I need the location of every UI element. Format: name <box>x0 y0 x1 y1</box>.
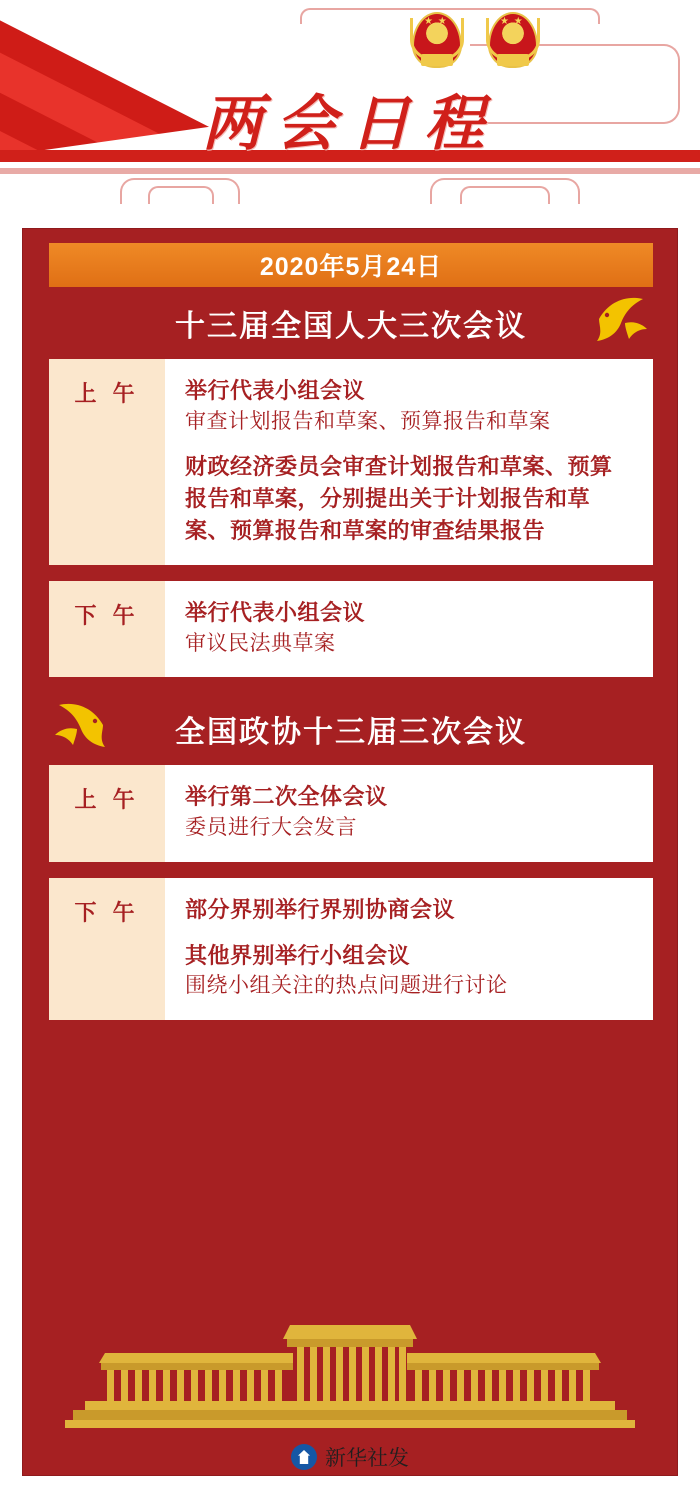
schedule-card <box>49 765 653 861</box>
emblem-group <box>408 8 542 74</box>
card-heading: 举行代表小组会议 <box>185 600 366 625</box>
cloud-scroll-line-4 <box>460 186 550 204</box>
card-time-label: 上 午 <box>74 381 140 406</box>
card-heading: 财政经济委员会审查计划报告和草案、预算报告和草案，分别提出关于计划报告和草案、预算报告和草案的审查结果报告 <box>185 454 613 544</box>
card-heading: 其他界别举行小组会议 <box>185 942 411 968</box>
banner-baseline-band-light <box>0 168 700 174</box>
schedule-card <box>49 359 653 565</box>
dove-icon <box>591 293 655 347</box>
card-body <box>165 359 653 565</box>
schedule-panel <box>22 228 678 1476</box>
banner-title-text: 两会日程 <box>202 91 498 157</box>
schedule-panel-inner <box>49 243 653 1036</box>
card-body <box>165 878 653 1020</box>
section-title: 十三届全国人大三次会议 <box>175 310 527 343</box>
card-heading: 举行第二次全体会议 <box>185 784 388 810</box>
card-detail: 审查计划报告和草案、预算报告和草案 <box>185 409 551 433</box>
card-spacer <box>185 926 633 940</box>
card-time-label: 下 午 <box>74 899 140 925</box>
header-banner <box>0 0 700 215</box>
cloud-scroll-line-2 <box>148 186 214 204</box>
card-time-slot <box>49 581 165 677</box>
date-bar <box>49 243 653 287</box>
card-heading: 部分界别举行界别协商会议 <box>185 896 456 922</box>
credit-line <box>0 1442 700 1472</box>
credit-text: 新华社发 <box>325 1447 409 1470</box>
dove-icon <box>47 699 111 753</box>
xinhua-logo-icon <box>291 1444 317 1470</box>
card-time-label: 下 午 <box>74 603 140 628</box>
card-time-slot <box>49 878 165 1020</box>
card-body <box>165 765 653 861</box>
card-detail: 围绕小组关注的热点问题进行讨论 <box>185 974 508 998</box>
national-emblem-icon: ★ ★ <box>408 8 466 74</box>
cppcc-emblem-icon: ★ ★ <box>484 8 542 74</box>
section-header-npc <box>49 287 653 359</box>
section-title: 全国政协十三届三次会议 <box>175 716 527 750</box>
great-hall-illustration <box>65 1319 635 1439</box>
banner-title <box>0 76 700 162</box>
date-label: 2020年5月24日 <box>259 253 443 281</box>
schedule-card <box>49 878 653 1020</box>
card-spacer <box>185 437 633 451</box>
card-time-slot <box>49 765 165 861</box>
section-header-cppcc <box>49 693 653 765</box>
card-detail: 委员进行大会发言 <box>185 816 357 840</box>
card-body <box>165 581 653 677</box>
card-time-label: 上 午 <box>74 787 140 813</box>
schedule-card <box>49 581 653 677</box>
card-time-slot <box>49 359 165 565</box>
card-heading: 举行代表小组会议 <box>185 378 366 403</box>
card-detail: 审议民法典草案 <box>185 631 336 655</box>
